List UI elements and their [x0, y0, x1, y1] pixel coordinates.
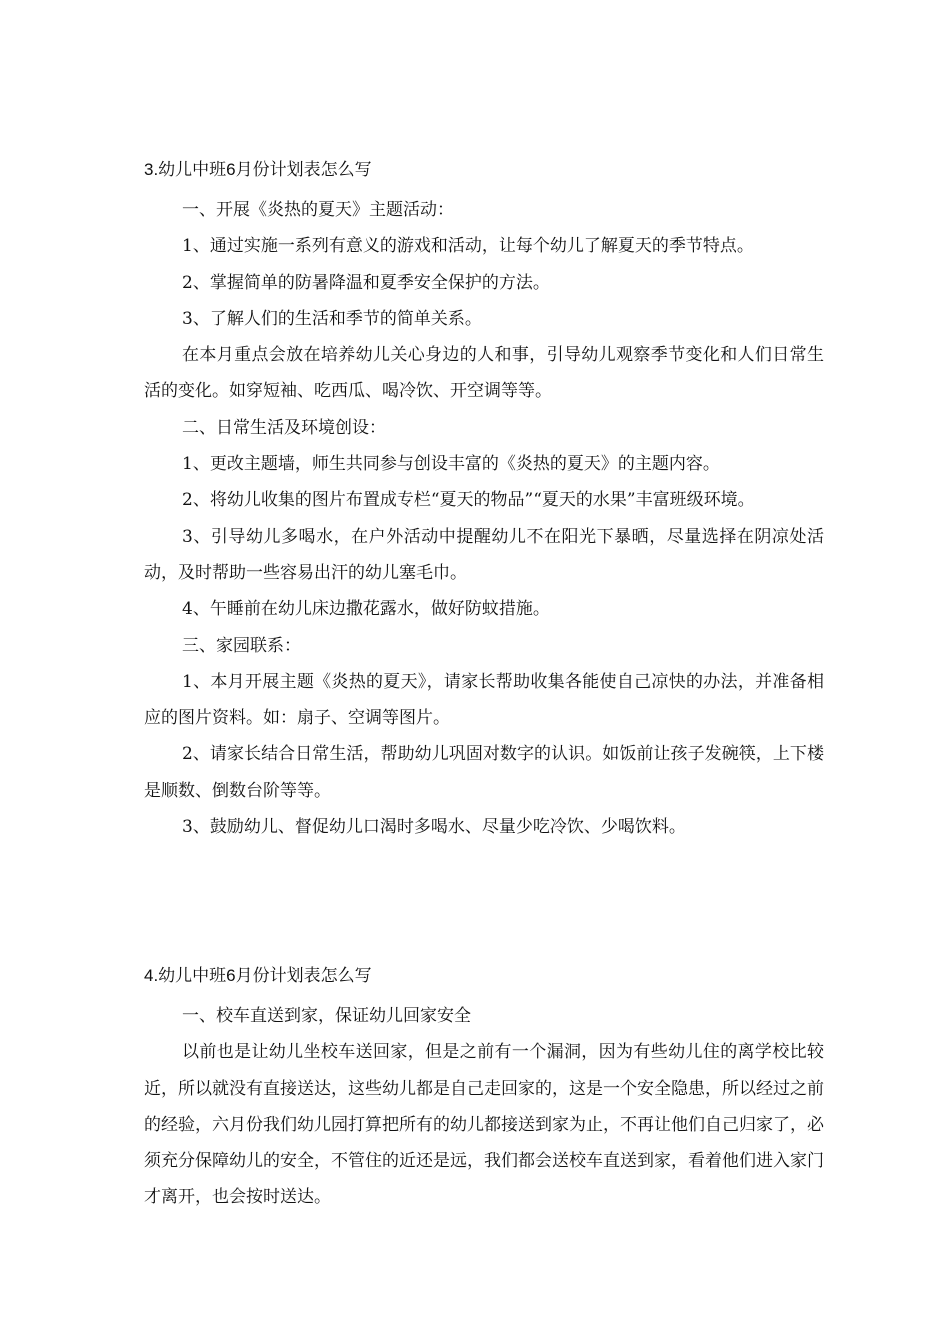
paragraph: 1、通过实施一系列有意义的游戏和活动，让每个幼儿了解夏天的季节特点。 — [182, 236, 754, 257]
paragraph: 一、开展《炎热的夏天》主题活动： — [182, 200, 454, 220]
paragraph: 1、更改主题墙，师生共同参与创设丰富的《炎热的夏天》的主题内容。 — [182, 454, 720, 475]
paragraph: 2、掌握简单的防暑降温和夏季安全保护的方法。 — [182, 272, 550, 293]
plan-section-4 — [144, 964, 824, 1216]
paragraph: 二、日常生活及环境创设： — [182, 417, 386, 438]
paragraph: 一、校车直送到家，保证幼儿回家安全 — [182, 1006, 471, 1026]
paragraph: 2、将幼儿收集的图片布置成专栏“夏天的物品”“夏天的水果”丰富班级环境。 — [182, 490, 755, 511]
paragraph: 在本月重点会放在培养幼儿关心身边的人和事，引导幼儿观察季节变化和人们日常生活的变化。如穿短袖、吃西瓜、喝冷饮、开空调等等。 — [144, 345, 824, 402]
paragraph: 1、本月开展主题《炎热的夏天》，请家长帮助收集各能使自己凉快的办法，并准备相应的图片资料。如：扇子、空调等图片。 — [144, 671, 824, 729]
paragraph: 三、家园联系： — [182, 635, 301, 656]
paragraph: 3、引导幼儿多喝水，在户外活动中提醒幼儿不在阳光下暴晒，尽量选择在阴凉处活动，及时帮助一些容易出汗的幼儿塞毛巾。 — [144, 526, 824, 583]
paragraph: 以前也是让幼儿坐校车送回家，但是之前有一个漏洞，因为有些幼儿住的离学校比较近，所以就没有直接送达，这些幼儿都是自己走回家的，这是一个安全隐患，所以经过之前的经验，六月份我们幼儿园打算把所有的幼儿都接送到家为止，不再让他们自己归家了，必须充分保障幼儿的安全，不管住的近还是远，我们都会送校车直送到家，看着他们进入家门才离开，也会按时送达。 — [144, 1042, 824, 1208]
section-title: 3.幼儿中班6月份计划表怎么写 — [144, 160, 372, 179]
paragraph: 3、鼓励幼儿、督促幼儿口渴时多喝水、尽量少吃冷饮、少喝饮料。 — [182, 817, 686, 838]
paragraph: 4、午睡前在幼儿床边撒花露水，做好防蚊措施。 — [182, 599, 550, 620]
plan-section-3 — [144, 158, 824, 845]
paragraph: 3、了解人们的生活和季节的简单关系。 — [182, 308, 482, 329]
paragraph: 2、请家长结合日常生活，帮助幼儿巩固对数字的认识。如饭前让孩子发碗筷，上下楼是顺数、倒数台阶等等。 — [144, 744, 824, 801]
section-title: 4.幼儿中班6月份计划表怎么写 — [144, 966, 372, 985]
